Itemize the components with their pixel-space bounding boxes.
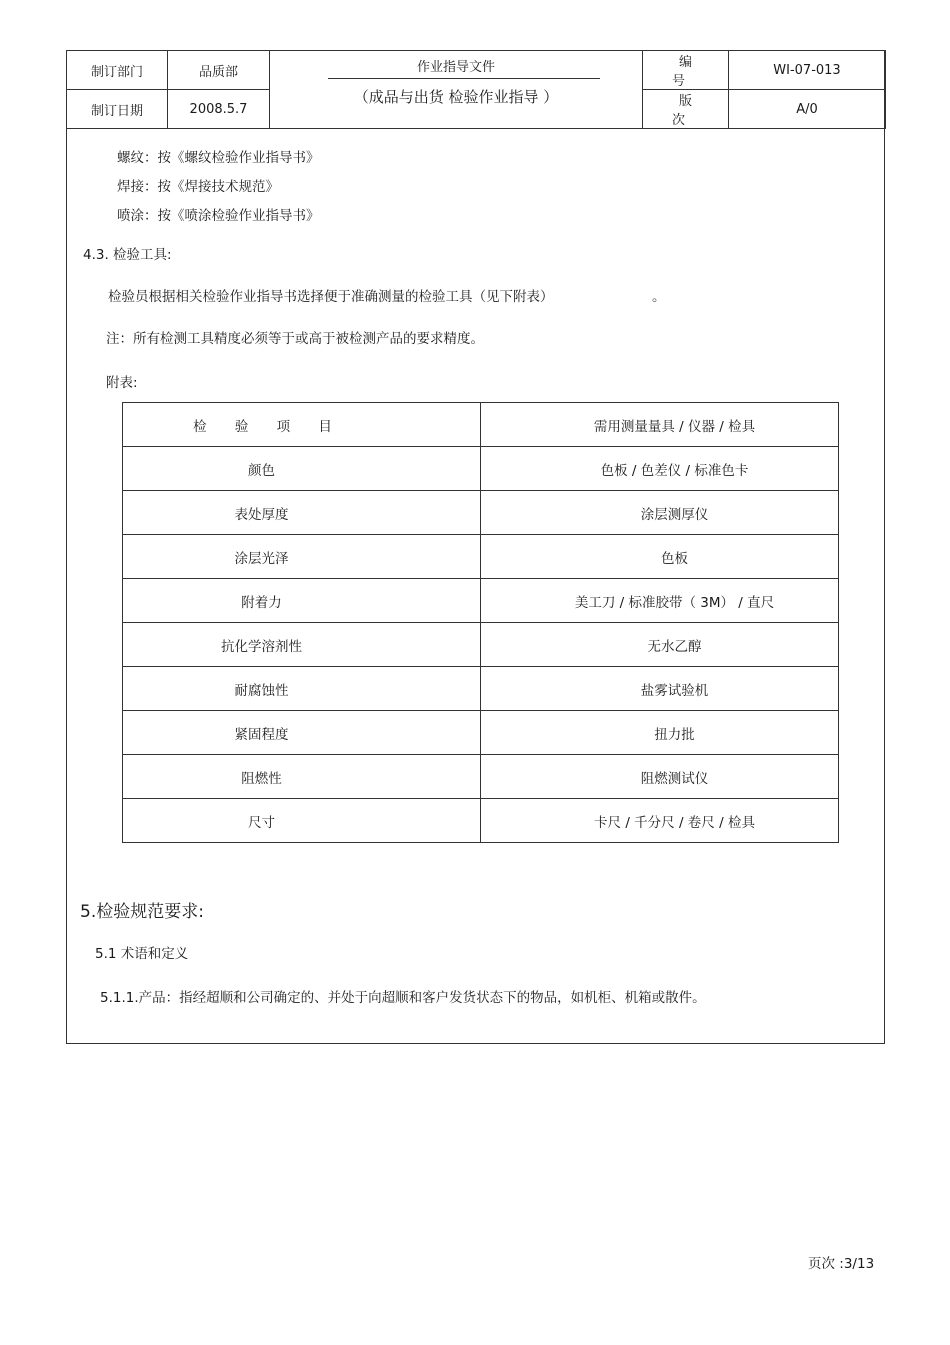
version-value: A/0	[729, 90, 886, 129]
date-value: 2008.5.7	[168, 90, 270, 129]
table-row	[123, 799, 839, 843]
inspection-item: 耐腐蚀性	[123, 667, 481, 711]
section-5-heading: 5.检验规范要求:	[80, 902, 204, 922]
title-divider	[328, 78, 600, 79]
date-label: 制订日期	[67, 90, 168, 129]
document-title-cell	[270, 51, 643, 129]
section-4-3-heading: 4.3. 检验工具:	[83, 247, 172, 263]
measuring-tool: 阻燃测试仪	[481, 755, 839, 799]
inspection-item: 紧固程度	[123, 711, 481, 755]
header-measuring-tool: 需用测量量具 / 仪器 / 检具	[481, 403, 839, 447]
measuring-tool: 扭力批	[481, 711, 839, 755]
table-row	[123, 711, 839, 755]
measuring-tool: 无水乙醇	[481, 623, 839, 667]
inspection-item: 表处厚度	[123, 491, 481, 535]
page-number: 页次 :3/13	[808, 1256, 875, 1272]
tool-table	[122, 402, 839, 843]
table-row	[123, 447, 839, 491]
inspection-item: 尺寸	[123, 799, 481, 843]
inspection-item: 颜色	[123, 447, 481, 491]
table-row	[123, 623, 839, 667]
version-label: 版 次	[643, 90, 729, 129]
document-type: 作业指导文件	[416, 60, 495, 75]
standard-thread: 螺纹：按《螺纹检验作业指导书》	[117, 150, 320, 166]
appendix-label: 附表:	[106, 375, 138, 391]
table-row	[123, 579, 839, 623]
section-5-1-heading: 5.1 术语和定义	[95, 946, 189, 962]
inspection-item: 阻燃性	[123, 755, 481, 799]
standard-coating: 喷涂：按《喷涂检验作业指导书》	[117, 208, 320, 224]
code-label: 编 号	[643, 51, 729, 90]
section-4-3-paragraph-end: 。	[652, 289, 666, 305]
header-inspection-item: 检 验 项 目	[123, 403, 481, 447]
measuring-tool: 色板	[481, 535, 839, 579]
section-4-3-paragraph: 检验员根据相关检验作业指导书选择便于准确测量的检验工具（见下附表）	[108, 289, 554, 305]
code-value: WI-07-013	[729, 51, 886, 90]
table-row	[123, 491, 839, 535]
standard-welding: 焊接：按《焊接技术规范》	[117, 179, 279, 195]
document-header-table	[66, 50, 886, 129]
inspection-item: 附着力	[123, 579, 481, 623]
document-title: （成品与出货 检验作业指导 ）	[353, 88, 559, 106]
measuring-tool: 色板 / 色差仪 / 标准色卡	[481, 447, 839, 491]
measuring-tool: 涂层测厚仪	[481, 491, 839, 535]
table-row	[123, 535, 839, 579]
table-row	[123, 755, 839, 799]
section-4-3-note: 注：所有检测工具精度必须等于或高于被检测产品的要求精度。	[106, 331, 484, 347]
measuring-tool: 美工刀 / 标准胶带（ 3M） / 直尺	[481, 579, 839, 623]
section-5-1-1-definition: 5.1.1.产品：指经超顺和公司确定的、并处于向超顺和客户发货状态下的物品，如机柜、机箱或散件。	[100, 990, 706, 1006]
table-row	[123, 667, 839, 711]
measuring-tool: 盐雾试验机	[481, 667, 839, 711]
inspection-item: 涂层光泽	[123, 535, 481, 579]
dept-label: 制订部门	[67, 51, 168, 90]
tool-table-header-row	[123, 403, 839, 447]
measuring-tool: 卡尺 / 千分尺 / 卷尺 / 检具	[481, 799, 839, 843]
dept-value: 品质部	[168, 51, 270, 90]
inspection-item: 抗化学溶剂性	[123, 623, 481, 667]
